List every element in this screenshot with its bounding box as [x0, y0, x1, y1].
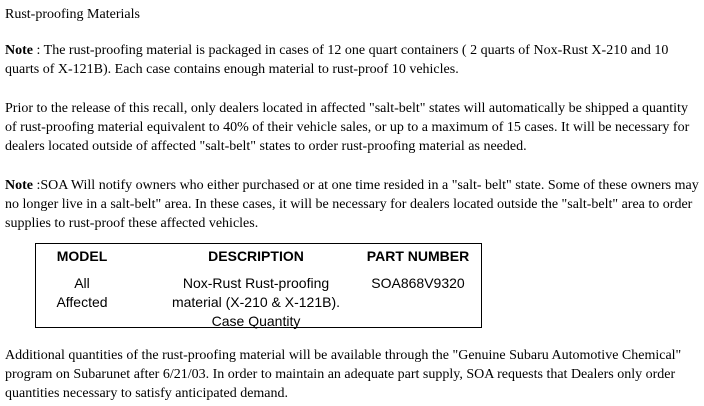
- table-cell-part-number: SOA868V9320: [371, 275, 465, 291]
- column-header-description: DESCRIPTION: [208, 248, 304, 264]
- column-header-model: MODEL: [56, 248, 108, 264]
- note-text: : The rust-proofing material is packaged in cases of 12 one quart containers ( 2 quarts of Nox-Rust X-210 and 10 quarts of X-121B). Each case contains enough material to rust-proof 10 vehicles.: [5, 43, 669, 77]
- note-paragraph-packaging: [5, 41, 700, 79]
- table-cell-model: [50, 274, 114, 312]
- model-line: All: [74, 275, 90, 291]
- parts-table: [35, 243, 482, 328]
- note-paragraph-owners: [5, 176, 700, 233]
- shipping-paragraph: Prior to the release of this recall, only dealers located in affected "salt-belt" states will automatically be shipped a quantity of rust-proofing material equivalent to 40% of their vehicle sales, or up to a maximum of 15 cases. It will be necessary for dealers located outside of affected "salt-belt" states to order rust-proofing material as needed.: [5, 101, 690, 154]
- description-line: material (X-210 & X-121B).: [171, 294, 341, 310]
- description-line: Case Quantity: [211, 313, 301, 329]
- table-cell-description: [146, 274, 366, 331]
- model-line: Affected: [56, 294, 108, 310]
- note-label: Note: [5, 43, 33, 58]
- column-header-part-number: PART NUMBER: [366, 248, 470, 264]
- description-line: Nox-Rust Rust-proofing: [182, 275, 330, 291]
- note-label: Note: [5, 178, 33, 193]
- note-text: :SOA Will notify owners who either purchased or at one time resided in a "salt- belt" state. Some of these owners may no longer live in a salt-belt" area. In these cases, it will be necessary for dealers located outside the "salt-belt" area to order supplies to rust-proof these affected vehicles.: [5, 178, 699, 231]
- availability-paragraph: Additional quantities of the rust-proofing material will be available through the "Genuine Subaru Automotive Chemical" program on Subarunet after 6/21/03. In order to maintain an adequate part supply, SOA requests that Dealers only order quantities necessary to satisfy anticipated demand.: [5, 348, 682, 401]
- page-title: Rust-proofing Materials: [5, 7, 140, 22]
